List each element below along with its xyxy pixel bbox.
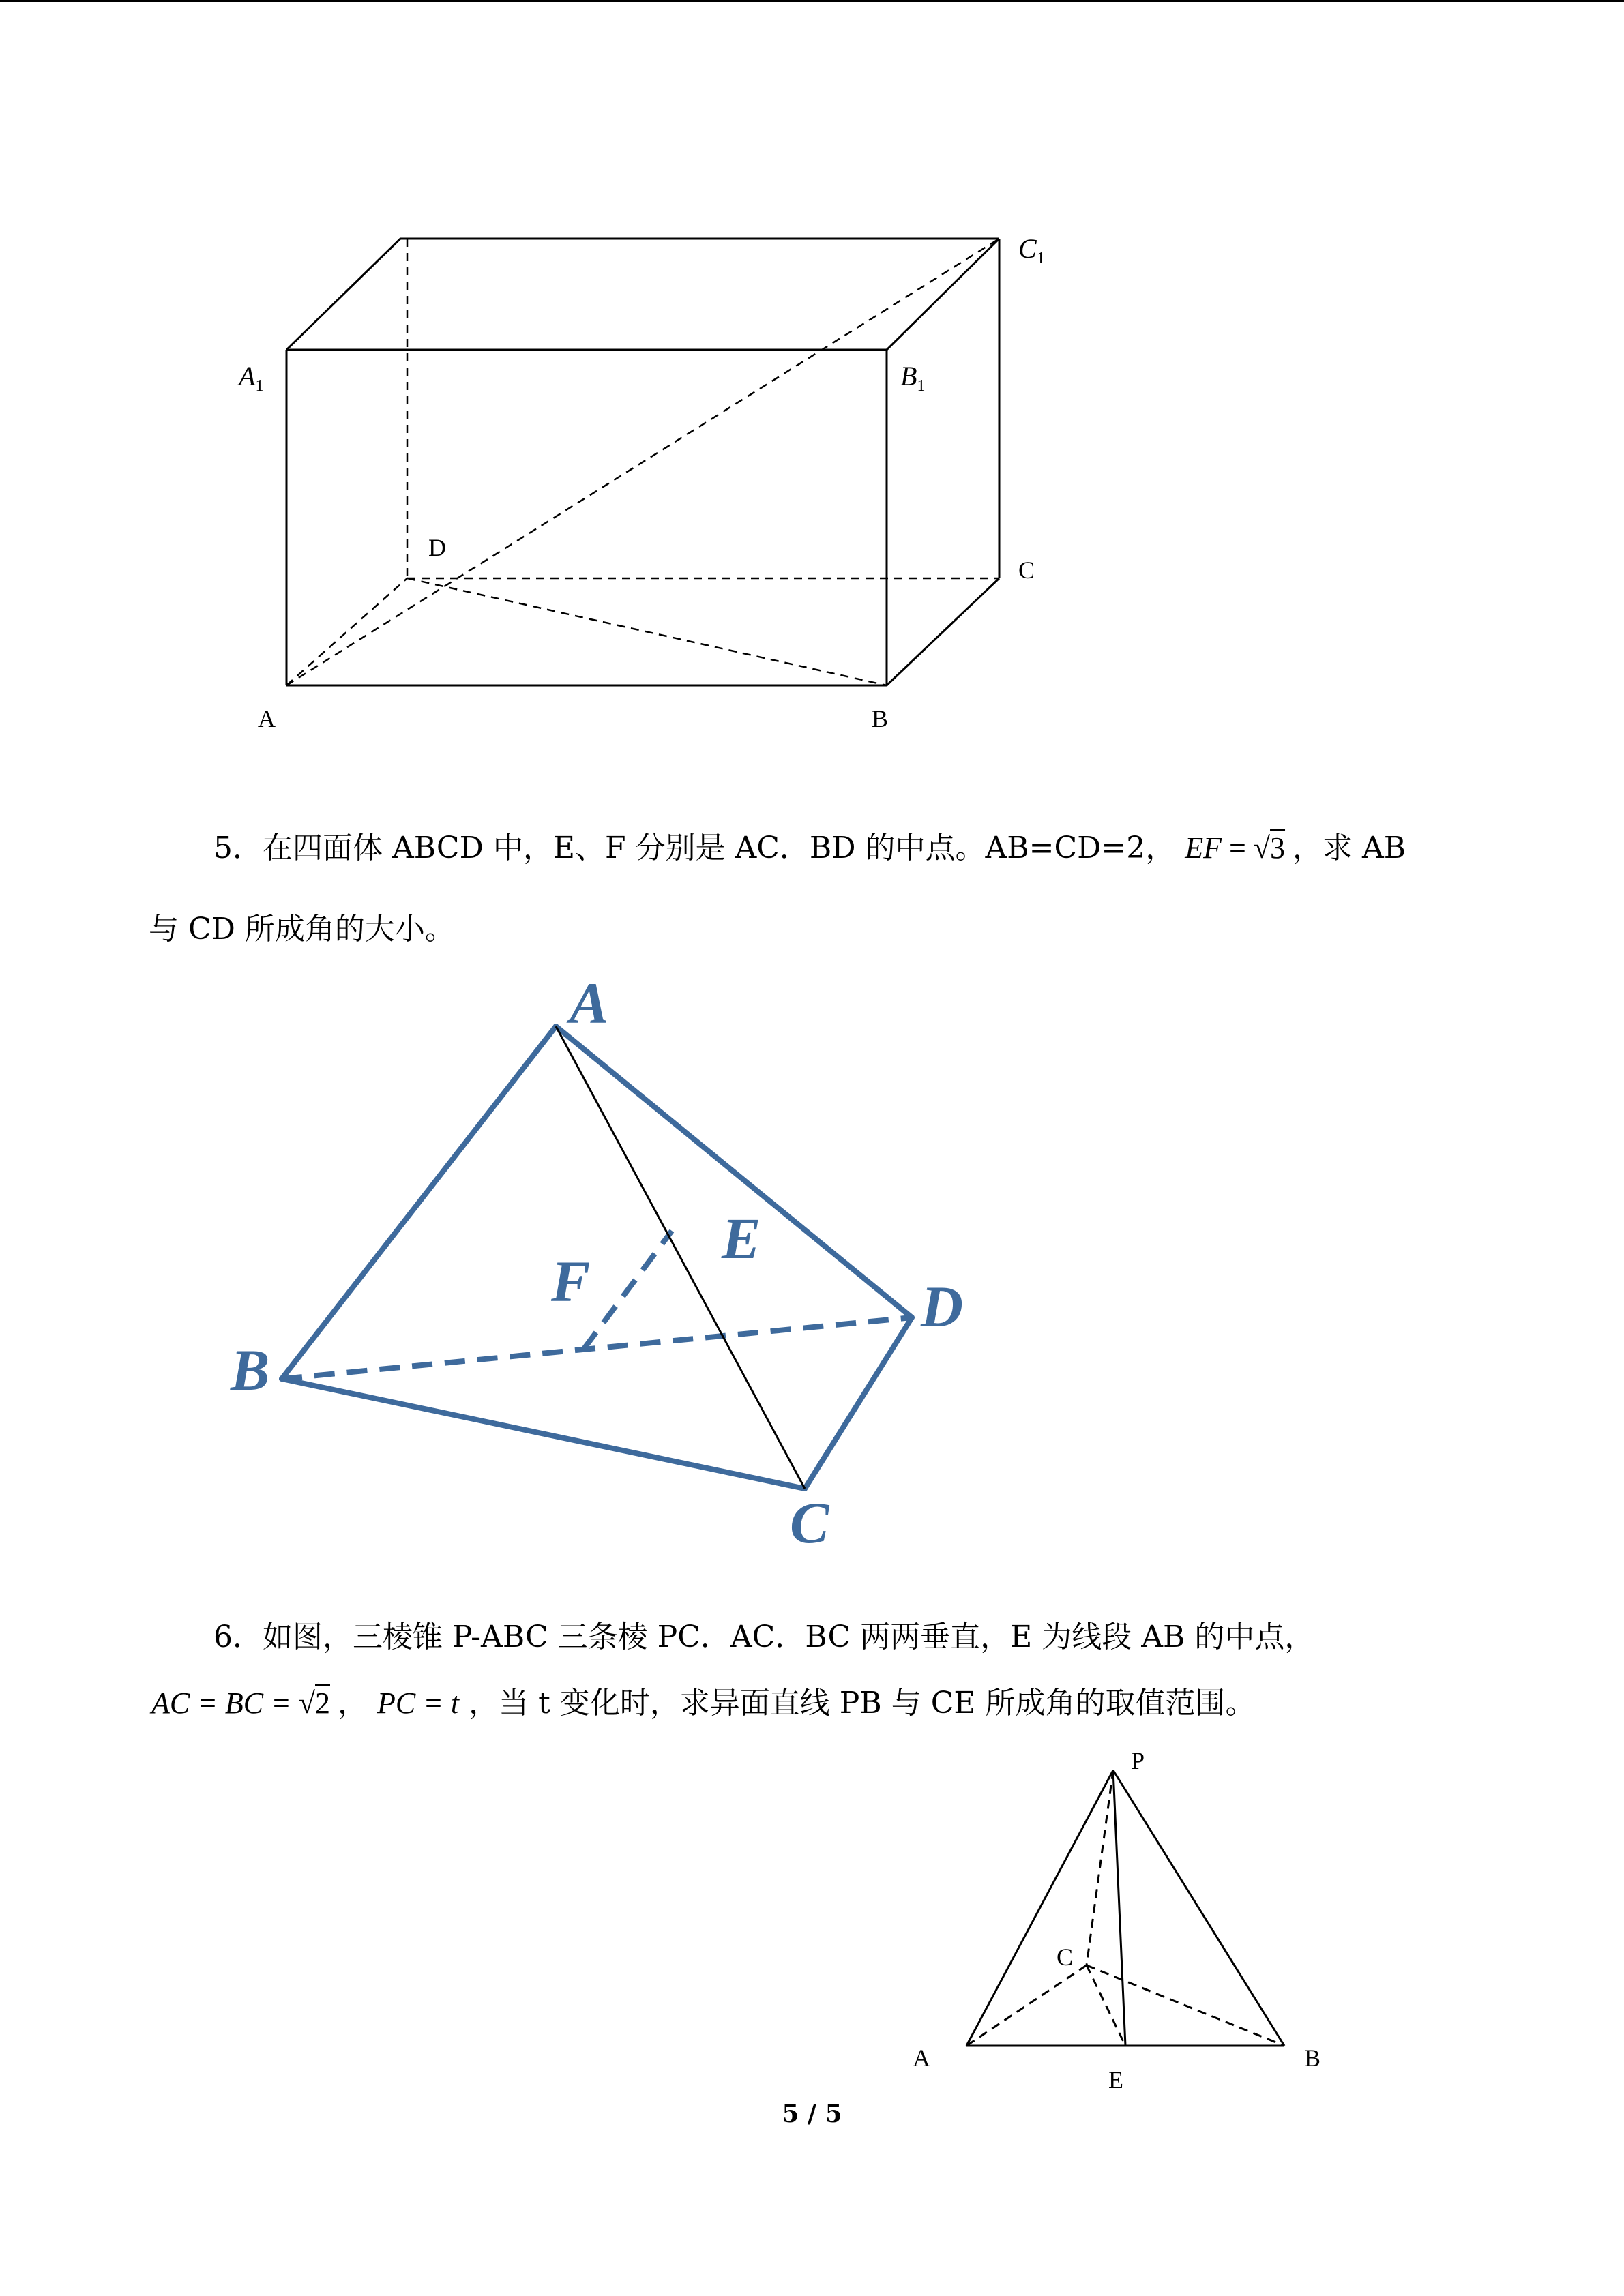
fig2-label-A: A xyxy=(570,970,609,1036)
fig3-label-P: P xyxy=(1131,1747,1145,1774)
fig2-label-B: B xyxy=(231,1337,270,1403)
fig1-label-B: B xyxy=(872,705,889,732)
fig1-label-B1: $B_1$ xyxy=(900,361,926,395)
fig1-label-D: D xyxy=(428,534,446,561)
fig3-label-E: E xyxy=(1108,2066,1123,2093)
problem5-text-end: ，求 AB xyxy=(1293,831,1406,865)
fig3-label-B: B xyxy=(1304,2044,1321,2072)
fig1-label-C: C xyxy=(1018,556,1035,584)
fig2-label-F: F xyxy=(551,1249,591,1314)
fig3-label-A: A xyxy=(913,2044,930,2072)
formula-pc-t: PC = t xyxy=(377,1686,460,1720)
fig2-label-D: D xyxy=(921,1274,964,1339)
fig2-label-E: E xyxy=(722,1206,761,1271)
problem6-line1: 6．如图，三棱锥 P-ABC 三条棱 PC．AC．BC 两两垂直，E 为线段 AB 的中点， xyxy=(213,1620,1315,1654)
problem6-text-end: ，当 t 变化时，求异面直线 PB 与 CE 所成角的取值范围。 xyxy=(469,1686,1256,1720)
problem5-line2: 与 CD 所成角的大小。 xyxy=(149,912,455,946)
sqrt-3: √3 xyxy=(1253,831,1286,865)
separator: ， xyxy=(338,1686,368,1720)
fig3-label-C: C xyxy=(1057,1943,1074,1971)
fig2-label-C: C xyxy=(790,1490,829,1555)
equals-symbol: = xyxy=(1229,831,1246,865)
page-number: 5 / 5 xyxy=(782,2100,842,2128)
fig1-label-A: A xyxy=(258,705,276,732)
formula-ac-bc: AC = BC = √2 xyxy=(151,1686,330,1720)
ef-symbol: EF xyxy=(1185,831,1222,865)
fig1-label-C1: $C_1$ xyxy=(1018,233,1045,267)
sqrt-2: √2 xyxy=(298,1686,330,1720)
fig1-label-A1: $A_1$ xyxy=(239,361,264,395)
problem5-text-start: 5．在四面体 ABCD 中，E、F 分别是 AC．BD 的中点。AB=CD=2， xyxy=(213,831,1176,865)
